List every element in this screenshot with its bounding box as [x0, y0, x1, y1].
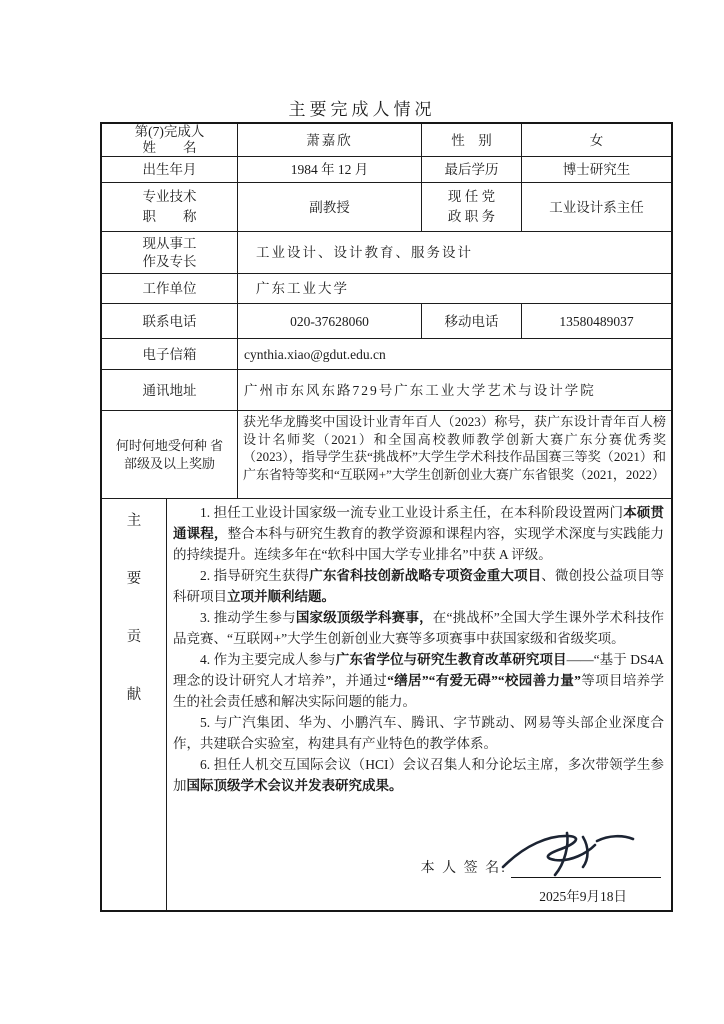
- contribution-paragraph: 5. 与广汽集团、华为、小鹏汽车、腾讯、字节跳动、网易等头部企业深度合作，共建联合实验室，构建具有产业特色的教学体系。: [173, 715, 664, 751]
- position-value: 工业设计系主任: [522, 183, 671, 232]
- contribution-paragraph: 4. 作为主要完成人参与广东省学位与研究生教育改革研究项目——“基于 DS4A 理念的设计研究人才培养”，并通过“缮居”“有爱无碍”“校园善力量”等项目培养学生的社会责任感和解决实际问题的能力。: [173, 652, 665, 709]
- row-contributions: [102, 499, 671, 910]
- name-value: 萧嘉欣: [238, 124, 422, 157]
- name-label-line2: 姓 名: [142, 140, 197, 155]
- position-label-line1: 现 任 党: [447, 189, 496, 204]
- gender-value: 女: [522, 124, 671, 157]
- contributions-label-char: 献: [126, 687, 142, 703]
- name-label-line1: 第(7)完成人: [134, 124, 205, 139]
- row-name-gender: [102, 124, 671, 157]
- contributions-label: [102, 499, 167, 910]
- contributions-text: [173, 502, 664, 796]
- mobile-value: 13580489037: [522, 304, 671, 339]
- awards-label-line2: 部级及以上奖励: [123, 455, 215, 471]
- email-value: cynthia.xiao@gdut.edu.cn: [238, 339, 671, 370]
- mobile-label: 移动电话: [422, 304, 522, 339]
- education-value: 博士研究生: [522, 157, 671, 183]
- specialty-label: [102, 232, 238, 274]
- signature-row: [421, 860, 661, 878]
- awards-label-line1: 何时何地受何种 省: [115, 437, 224, 453]
- name-label: [102, 124, 238, 157]
- row-title-position: [102, 183, 671, 232]
- row-employer: [102, 274, 671, 304]
- page-title: 主要完成人情况: [288, 100, 436, 119]
- contribution-paragraph: 3. 推动学生参与国家级顶级学科赛事，在“挑战杯”全国大学生课外学术科技作品竞赛、“互联网+”大学生创新创业大赛等多项赛事中获国家级和省级奖项。: [173, 610, 665, 646]
- title-label-line1: 专业技术: [142, 189, 197, 204]
- row-email: [102, 339, 671, 370]
- specialty-value: 工业设计、设计教育、服务设计: [238, 232, 671, 274]
- specialty-label-line2: 作及专长: [142, 253, 197, 269]
- signature-label: 本 人 签 名:: [420, 861, 507, 876]
- education-label: 最后学历: [422, 157, 522, 183]
- signature-line: [511, 862, 661, 878]
- position-label: [422, 183, 522, 232]
- contribution-paragraph: 1. 担任工业设计国家级一流专业工业设计系主任，在本科阶段设置两门本硕贯通课程，整合本科与研究生教育的教学资源和课程内容，实现学术深度与实践能力的持续提升。连续多年在“软科中国大学专业排名”中获 A 评级。: [173, 505, 665, 562]
- phone-value: 020-37628060: [238, 304, 422, 339]
- gender-label: 性 别: [422, 124, 522, 157]
- signature-date: 2025年9月18日: [539, 889, 627, 904]
- title-label: [102, 183, 238, 232]
- address-label: 通讯地址: [102, 370, 238, 411]
- title-label-line2: 职 称: [142, 209, 197, 224]
- email-label: 电子信箱: [102, 339, 238, 370]
- signature-image: [497, 827, 639, 881]
- completer-info-table: [100, 122, 673, 912]
- row-address: [102, 370, 671, 411]
- contribution-paragraph: 2. 指导研究生获得广东省科技创新战略专项资金重大项目、微创投公益项目等科研项目立项并顺利结题。: [173, 568, 665, 604]
- title-value: 副教授: [238, 183, 422, 232]
- awards-label: [102, 411, 238, 499]
- employer-label: 工作单位: [102, 274, 238, 304]
- row-birth-education: [102, 157, 671, 183]
- employer-value: 广东工业大学: [238, 274, 671, 304]
- awards-value: 获光华龙腾奖中国设计业青年百人（2023）称号，获广东设计青年百人榜设计名师奖（2021）和全国高校教师教学创新大赛广东分赛优秀奖（2023），指导学生获“挑战杯”大学生学术科技作品国赛三等奖（2021）和广东省特等奖和“互联网+”大学生创新创业大赛广东省银奖（2021，2022）: [238, 411, 671, 499]
- address-value: 广州市东风东路729号广东工业大学艺术与设计学院: [238, 370, 671, 411]
- row-phone: [102, 304, 671, 339]
- contribution-paragraph: 6. 担任人机交互国际会议（HCI）会议召集人和分论坛主席，多次带领学生参加国际顶级学术会议并发表研究成果。: [173, 757, 664, 793]
- birth-label: 出生年月: [102, 157, 238, 183]
- position-label-line2: 政 职 务: [447, 209, 496, 224]
- row-awards: [102, 411, 671, 499]
- contributions-label-char: 贡: [126, 629, 142, 645]
- birth-value: 1984 年 12 月: [238, 157, 422, 183]
- specialty-label-line1: 现从事工: [142, 235, 197, 251]
- contributions-label-char: 主: [126, 513, 142, 529]
- contributions-cell: [167, 499, 671, 910]
- row-specialty: [102, 232, 671, 274]
- phone-label: 联系电话: [102, 304, 238, 339]
- contributions-label-char: 要: [126, 571, 142, 587]
